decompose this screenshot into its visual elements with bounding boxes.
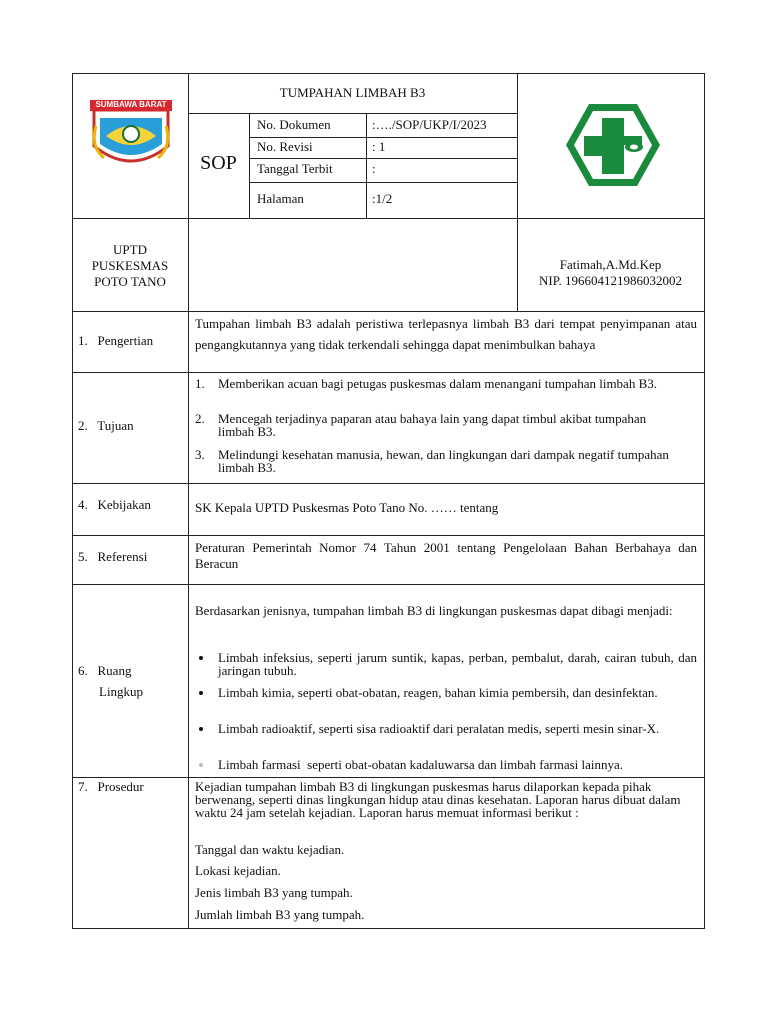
- ruang-intro: Berdasarkan jenisnya, tumpahan limbah B3 di lingkungan puskesmas dapat dibagi menjadi:: [195, 603, 673, 618]
- ruang-label-line-1: 6. Ruang: [78, 663, 132, 678]
- org-line-3: POTO TANO: [94, 274, 166, 289]
- meta-value-dokumen: :…./SOP/UKP/I/2023: [372, 117, 487, 132]
- kebijakan-text: SK Kepala UPTD Puskesmas Poto Tano No. …… tentang: [195, 500, 499, 515]
- tujuan-item-2: Mencegah terjadinya paparan atau bahaya lain yang dapat timbul akibat tumpahan limbah B3.: [218, 411, 647, 439]
- meta-label-revisi: No. Revisi: [257, 139, 313, 154]
- pengertian-text: Tumpahan limbah B3 adalah peristiwa terlepasnya limbah B3 dari tempat penyimpanan atau pengangkutannya yang tidak terkendali sehingga dapat menimbulkan bahaya: [195, 316, 697, 352]
- section-label-referensi: 5. Referensi: [78, 549, 148, 564]
- prosedur-item-1: Tanggal dan waktu kejadian.: [195, 842, 345, 857]
- org-line-1: UPTD: [113, 242, 147, 257]
- ruang-label-line-2: Lingkup: [99, 684, 144, 699]
- bullet-dot: [199, 656, 203, 660]
- signer-nip: NIP. 196604121986032002: [538, 273, 682, 288]
- ruang-bullet-1: Limbah infeksius, seperti jarum suntik, kapas, perban, pembalut, darah, cairan tubuh, dan jaringan tubuh.: [218, 650, 697, 678]
- section-label-prosedur: 7. Prosedur: [78, 779, 144, 794]
- tujuan-item-3: Melindungi kesehatan manusia, hewan, dan lingkungan dari dampak negatif tumpahan limbah B3.: [218, 447, 669, 475]
- prosedur-item-2: Lokasi kejadian.: [195, 863, 281, 878]
- document-title: TUMPAHAN LIMBAH B3: [279, 85, 426, 100]
- ruang-bullet-2: Limbah kimia, seperti obat-obatan, reagen, bahan kimia pembersih, dan desinfektan.: [218, 685, 658, 700]
- meta-label-dokumen: No. Dokumen: [257, 117, 331, 132]
- logo-banner-text: SUMBAWA BARAT: [95, 100, 167, 109]
- signer: [517, 257, 704, 289]
- org-name: [72, 242, 188, 290]
- meta-value-tanggal: :: [372, 161, 376, 176]
- puskesmas-logo: [564, 100, 662, 190]
- section-label-tujuan: 2. Tujuan: [78, 418, 134, 433]
- regency-logo: [86, 96, 176, 176]
- prosedur-item-4: Jumlah limbah B3 yang tumpah.: [195, 907, 365, 922]
- referensi-text: Peraturan Pemerintah Nomor 74 Tahun 2001 tentang Pengelolaan Bahan Berbahaya dan Beracun: [195, 540, 697, 571]
- signer-name: Fatimah,A.Md.Kep: [559, 257, 662, 272]
- section-label-ruang-lingkup: [78, 660, 143, 702]
- meta-label-halaman: Halaman: [257, 191, 304, 206]
- meta-value-revisi: : 1: [372, 139, 386, 154]
- section-label-kebijakan: 4. Kebijakan: [78, 497, 151, 512]
- tujuan-num-1: 1.: [195, 376, 205, 391]
- bullet-dot: [199, 727, 203, 731]
- ruang-bullet-3: Limbah radioaktif, seperti sisa radioaktif dari peralatan medis, seperti mesin sinar-X.: [218, 721, 660, 736]
- section-label-pengertian: 1. Pengertian: [78, 333, 154, 348]
- prosedur-intro: Kejadian tumpahan limbah B3 di lingkungan puskesmas harus dilaporkan kepada pihak berwenang, seperti dinas lingkungan hidup atau dinas kesehatan. Laporan harus dibuat dalam waktu 24 jam setelah kejadian. Laporan harus memuat informasi berikut :: [195, 779, 681, 820]
- sop-label: SOP: [200, 152, 237, 174]
- meta-label-tanggal: Tanggal Terbit: [257, 161, 333, 176]
- tujuan-num-3: 3.: [195, 447, 205, 462]
- bullet-dot: [199, 691, 203, 695]
- org-line-2: PUSKESMAS: [91, 258, 169, 273]
- tujuan-num-2: 2.: [195, 411, 205, 426]
- bullet-dot: [199, 763, 203, 767]
- tujuan-item-1: Memberikan acuan bagi petugas puskesmas dalam menangani tumpahan limbah B3.: [218, 376, 657, 391]
- meta-value-halaman: :1/2: [372, 191, 393, 206]
- prosedur-item-3: Jenis limbah B3 yang tumpah.: [195, 885, 353, 900]
- ruang-bullet-4: Limbah farmasi seperti obat-obatan kadaluwarsa dan limbah farmasi lainnya.: [218, 757, 624, 772]
